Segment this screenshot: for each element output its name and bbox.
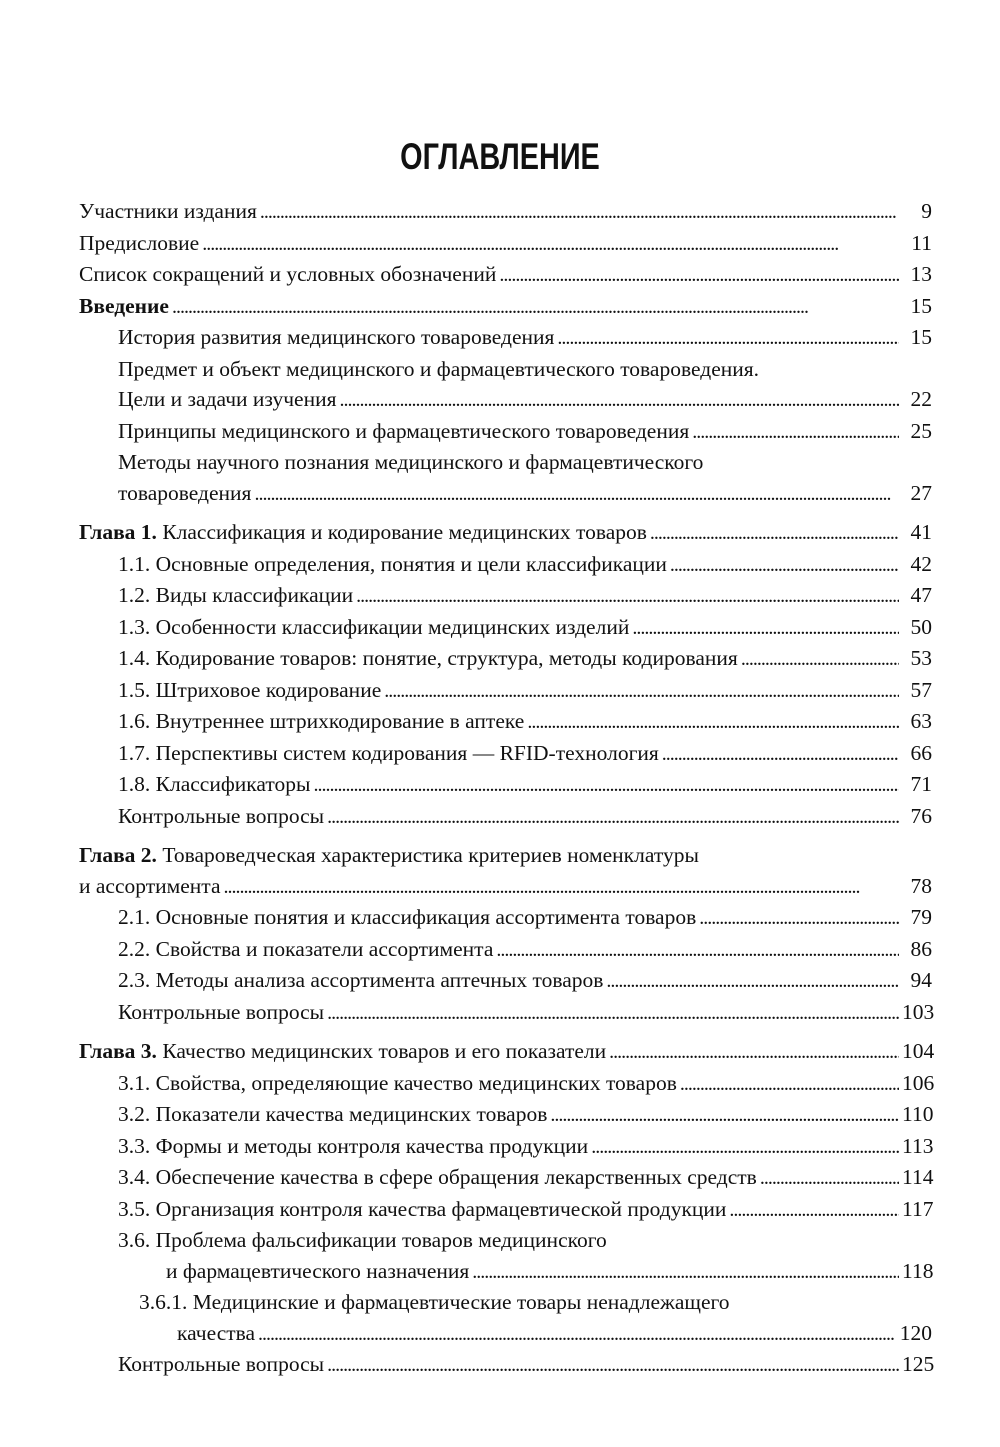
toc-entry-1-8[interactable] — [79, 769, 932, 801]
toc-entry-text: 1.2. Виды классификации — [118, 583, 354, 607]
toc-page-number: 9 — [921, 199, 932, 223]
toc-entry-intro-methods[interactable] — [79, 447, 932, 509]
toc-entry-text: Контрольные вопросы — [118, 803, 325, 828]
toc-entry-intro-history[interactable] — [79, 322, 932, 354]
toc-entry-text: Контрольные вопросы — [118, 1352, 325, 1376]
toc-page-number: 86 — [910, 936, 932, 961]
toc-page-number: 63 — [910, 709, 932, 733]
leader-dots — [223, 871, 899, 903]
toc-entry-text: История развития медицинского товароведения — [118, 325, 555, 349]
toc-page-number: 25 — [910, 418, 932, 443]
toc-entry-text: 1.7. Перспективы систем кодирования — RFID-технология — [118, 740, 659, 765]
toc-entry-text: 1.5. Штриховое кодирование — [118, 677, 382, 702]
leader-dots — [254, 478, 899, 510]
toc-page-number: 15 — [910, 293, 932, 318]
toc-entry-text: 3.3. Формы и методы контроля качества продукции — [118, 1133, 589, 1158]
toc-entry-3-4[interactable] — [79, 1162, 932, 1194]
toc-entry-text: Принципы медицинского и фармацевтического товароведения — [118, 418, 690, 443]
toc-entry-chapter-1[interactable] — [79, 517, 932, 549]
leader-dots — [680, 1068, 899, 1100]
leader-dots — [609, 1036, 899, 1068]
leader-dots — [632, 612, 899, 644]
toc-page-number: 66 — [910, 740, 932, 765]
toc-entry-text-line2: и ассортимента — [79, 873, 221, 898]
leader-dots — [202, 228, 899, 260]
toc-entry-3-questions[interactable] — [79, 1349, 935, 1381]
toc-entry-text: 2.1. Основные понятия и классификация ассортимента товаров — [118, 905, 697, 929]
leader-dots — [172, 291, 899, 323]
toc-entry-intro[interactable] — [79, 291, 932, 323]
leader-dots — [670, 549, 899, 581]
toc-entry-1-3[interactable] — [79, 612, 932, 644]
table-of-contents — [79, 196, 935, 1381]
toc-entry-text-line1: Предмет и объект медицинского и фармацевтического товароведения. — [118, 356, 760, 381]
toc-entry-3-2[interactable] — [79, 1099, 932, 1131]
toc-entry-1-questions[interactable] — [79, 801, 932, 833]
toc-entry-text: 1.3. Особенности классификации медицинских изделий — [118, 614, 630, 639]
leader-dots — [260, 196, 899, 228]
toc-page-number: 113 — [902, 1133, 934, 1158]
leader-dots — [339, 384, 899, 416]
toc-page-number: 94 — [910, 968, 932, 992]
toc-entry-preface[interactable] — [79, 228, 932, 260]
leader-dots — [760, 1162, 899, 1194]
leader-dots — [356, 580, 899, 612]
toc-entry-chapter-3[interactable] — [79, 1036, 935, 1068]
leader-dots — [699, 902, 899, 934]
toc-page-number: 41 — [910, 520, 932, 544]
chapter-label: Глава 1. — [79, 520, 157, 544]
leader-dots — [499, 259, 899, 291]
chapter-label: Глава 2. — [79, 843, 157, 867]
toc-entry-1-4[interactable] — [79, 643, 932, 675]
toc-page-number: 71 — [910, 772, 932, 796]
toc-page-number: 118 — [902, 1258, 934, 1283]
toc-entry-3-1[interactable] — [79, 1068, 935, 1100]
leader-dots — [557, 322, 899, 354]
toc-page-number: 104 — [902, 1039, 935, 1063]
toc-entry-2-2[interactable] — [79, 934, 932, 966]
toc-page-number: 22 — [910, 387, 932, 411]
leader-dots — [606, 965, 899, 997]
toc-entry-text: Предисловие — [79, 230, 200, 255]
toc-entry-text: 1.4. Кодирование товаров: понятие, структура, методы кодирования — [118, 646, 738, 670]
toc-entry-text-line2: качества — [177, 1320, 256, 1345]
toc-entry-text: 3.2. Показатели качества медицинских товаров — [118, 1102, 548, 1126]
toc-entry-text: 1.1. Основные определения, понятия и цели классификации — [118, 551, 667, 576]
toc-entry-intro-principles[interactable] — [79, 416, 932, 448]
leader-dots — [650, 517, 899, 549]
toc-entry-text: 3.5. Организация контроля качества фармацевтической продукции — [118, 1196, 727, 1221]
toc-entry-text: Введение — [79, 293, 169, 318]
toc-page-number: 15 — [910, 325, 932, 349]
toc-entry-1-7[interactable] — [79, 738, 932, 770]
toc-page-number: 42 — [910, 551, 932, 576]
toc-entry-3-5[interactable] — [79, 1194, 932, 1226]
toc-entry-text: Качество медицинских товаров и его показатели — [156, 1039, 607, 1063]
toc-entry-text: Классификация и кодирование медицинских товаров — [156, 520, 647, 544]
leader-dots — [662, 738, 899, 770]
leader-dots — [496, 934, 899, 966]
toc-entry-text: Контрольные вопросы — [118, 999, 325, 1024]
toc-entry-text-line1: 3.6. Проблема фальсификации товаров медицинского — [118, 1228, 607, 1252]
toc-entry-text: 1.8. Классификаторы — [118, 772, 311, 796]
toc-entry-text-line1: Методы научного познания медицинского и фармацевтического — [118, 450, 704, 474]
toc-page-number: 11 — [911, 230, 932, 255]
toc-page-number: 57 — [910, 677, 932, 702]
toc-entry-text: 3.1. Свойства, определяющие качество медицинских товаров — [118, 1070, 677, 1095]
toc-entry-text: 2.3. Методы анализа ассортимента аптечных товаров — [118, 968, 604, 992]
toc-entry-2-1[interactable] — [79, 902, 932, 934]
toc-page-number: 125 — [902, 1352, 935, 1376]
toc-entry-text: 2.2. Свойства и показатели ассортимента — [118, 936, 494, 961]
leader-dots — [313, 769, 899, 801]
toc-page-number: 79 — [910, 905, 932, 929]
toc-entry-2-3[interactable] — [79, 965, 932, 997]
toc-entry-text-line2: товароведения — [118, 480, 252, 505]
toc-entry-1-6[interactable] — [79, 706, 932, 738]
toc-page-number: 27 — [910, 480, 932, 505]
leader-dots — [327, 1349, 899, 1381]
leader-dots — [327, 997, 899, 1029]
toc-entry-2-questions[interactable] — [79, 997, 935, 1029]
toc-entry-1-2[interactable] — [79, 580, 932, 612]
leader-dots — [327, 801, 899, 833]
toc-page-number: 47 — [910, 583, 932, 607]
toc-entry-participants[interactable] — [79, 196, 932, 228]
leader-dots — [741, 643, 899, 675]
toc-page-number: 117 — [902, 1196, 934, 1221]
toc-page-number: 78 — [910, 873, 932, 898]
leader-dots — [550, 1099, 899, 1131]
toc-entry-text: Участники издания — [79, 199, 257, 223]
toc-entry-text: 1.6. Внутреннее штрихкодирование в аптеке — [118, 709, 525, 733]
toc-page-number: 53 — [910, 646, 932, 670]
leader-dots — [729, 1194, 899, 1226]
leader-dots — [527, 706, 899, 738]
toc-page-number: 110 — [902, 1102, 934, 1126]
toc-entry-text-line1: Товароведческая характеристика критериев номенклатуры — [156, 843, 699, 867]
chapter-label: Глава 3. — [79, 1039, 157, 1063]
toc-entry-3-6[interactable] — [79, 1225, 932, 1287]
leader-dots — [472, 1256, 899, 1288]
toc-page-number: 76 — [910, 803, 932, 828]
page-title: ОГЛАВЛЕНИЕ — [400, 136, 600, 177]
toc-entry-text: 3.4. Обеспечение качества в сфере обращения лекарственных средств — [118, 1165, 757, 1189]
leader-dots — [384, 675, 899, 707]
toc-page-number: 50 — [910, 614, 932, 639]
toc-page-number: 120 — [899, 1320, 932, 1345]
toc-entry-1-5[interactable] — [79, 675, 932, 707]
toc-entry-text-line1: 3.6.1. Медицинские и фармацевтические товары ненадлежащего — [139, 1290, 730, 1314]
toc-entry-text: Список сокращений и условных обозначений — [79, 262, 497, 286]
leader-dots — [591, 1131, 899, 1163]
toc-entry-text-line2: и фармацевтического назначения — [166, 1258, 470, 1283]
toc-entry-3-6-1[interactable] — [79, 1287, 932, 1349]
toc-entry-chapter-2[interactable] — [79, 840, 932, 902]
toc-page-number: 114 — [902, 1165, 934, 1189]
toc-entry-abbreviations[interactable] — [79, 259, 932, 291]
toc-entry-3-3[interactable] — [79, 1131, 932, 1163]
leader-dots — [692, 416, 899, 448]
toc-page-number: 106 — [902, 1070, 935, 1095]
toc-entry-intro-subject[interactable] — [79, 354, 932, 416]
toc-page-number: 13 — [910, 262, 932, 286]
leader-dots — [258, 1318, 897, 1350]
toc-entry-1-1[interactable] — [79, 549, 932, 581]
toc-entry-text-line2: Цели и задачи изучения — [118, 387, 337, 411]
toc-page-number: 103 — [902, 999, 935, 1024]
